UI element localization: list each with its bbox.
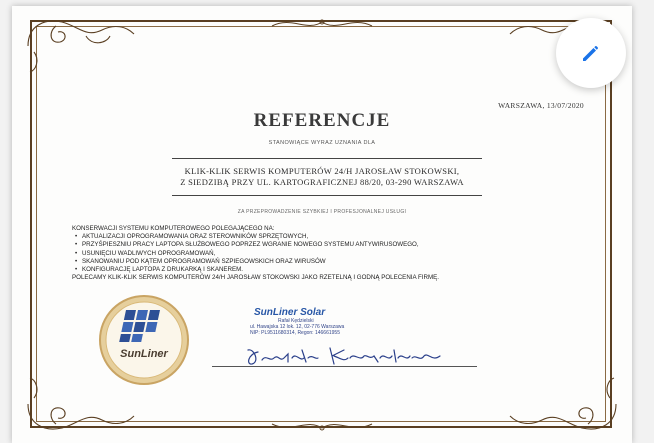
recipient-line: Z SIEDZIBĄ PRZY UL. KARTOGRAFICZNEJ 88/20, 03-290 WARSZAWA: [180, 177, 464, 187]
corner-ornament-top-left: [26, 16, 136, 76]
list-item: • USUNIĘCIU WADLIWYCH OPROGRAMOWAŃ,: [72, 250, 542, 258]
list-item: • SKANOWANIU POD KĄTEM OPROGRAMOWAŃ SZPIEGOWSKICH ORAZ WIRUSÓW: [72, 258, 542, 266]
ornament-bottom-center: [272, 416, 372, 436]
recipient-line: KLIK-KLIK SERWIS KOMPUTERÓW 24/H JAROSŁAW STOKOWSKI,: [184, 166, 460, 176]
document-date: WARSZAWA, 13/07/2020: [498, 101, 584, 110]
company-stamp: [242, 307, 402, 337]
signature-line: [212, 366, 477, 367]
stamp-company-name: SunLiner Solar: [254, 307, 326, 318]
document-subtitle: STANOWIĄCE WYRAZ UZNANIA DLA: [268, 140, 376, 146]
ornament-top-center: [272, 14, 372, 34]
reference-letter: [12, 6, 632, 443]
document-title: REFERENCJE: [253, 110, 391, 131]
company-seal: [98, 294, 190, 386]
list-item: • KONFIGURACJĘ LAPTOPA Z DRUKARKĄ I SKANEREM.: [72, 266, 542, 274]
list-item: • PRZYŚPIESZNIU PRACY LAPTOPA SŁUŻBOWEGO POPRZEZ WGRANIE NOWEGO SYSTEMU ANTYWIRUSOWEGO,: [72, 241, 542, 249]
list-item: • AKTUALIZACJI OPROGRAMOWANIA ORAZ STEROWNIKÓW SPRZĘTOWYCH,: [72, 233, 542, 241]
closing-text: POLECAMY KLIK-KLIK SERWIS KOMPUTERÓW 24/H JAROSŁAW STOKOWSKI JAKO RZETELNĄ I GODNĄ POLECENIA FIRMĘ.: [72, 274, 439, 282]
stamp-ids: NIP: PL9511680314, Regon: 146661955: [250, 330, 340, 337]
intro-text: KONSERWACJI SYSTEMU KOMPUTEROWEGO POLEGAJĄCEGO NA:: [72, 225, 275, 232]
divider: [172, 158, 482, 159]
stamp-address: ul. Hawajska 12 lok. 12, 02-776 Warszawa: [250, 324, 345, 331]
corner-ornament-bottom-right: [508, 374, 618, 434]
seal-brand-name: SunLiner: [120, 348, 168, 360]
stamp-person: Rafał Kędzielski: [278, 318, 314, 324]
seal-logo-icon: [98, 294, 190, 386]
recipient-block: [12, 166, 632, 188]
edit-button[interactable]: [556, 18, 626, 88]
divider: [172, 195, 482, 196]
pencil-icon: [580, 42, 602, 64]
service-reason: ZA PRZEPROWADZENIE SZYBKIEJ I PROFESJONALNEJ USŁUGI: [237, 209, 407, 215]
service-description: [72, 225, 542, 282]
